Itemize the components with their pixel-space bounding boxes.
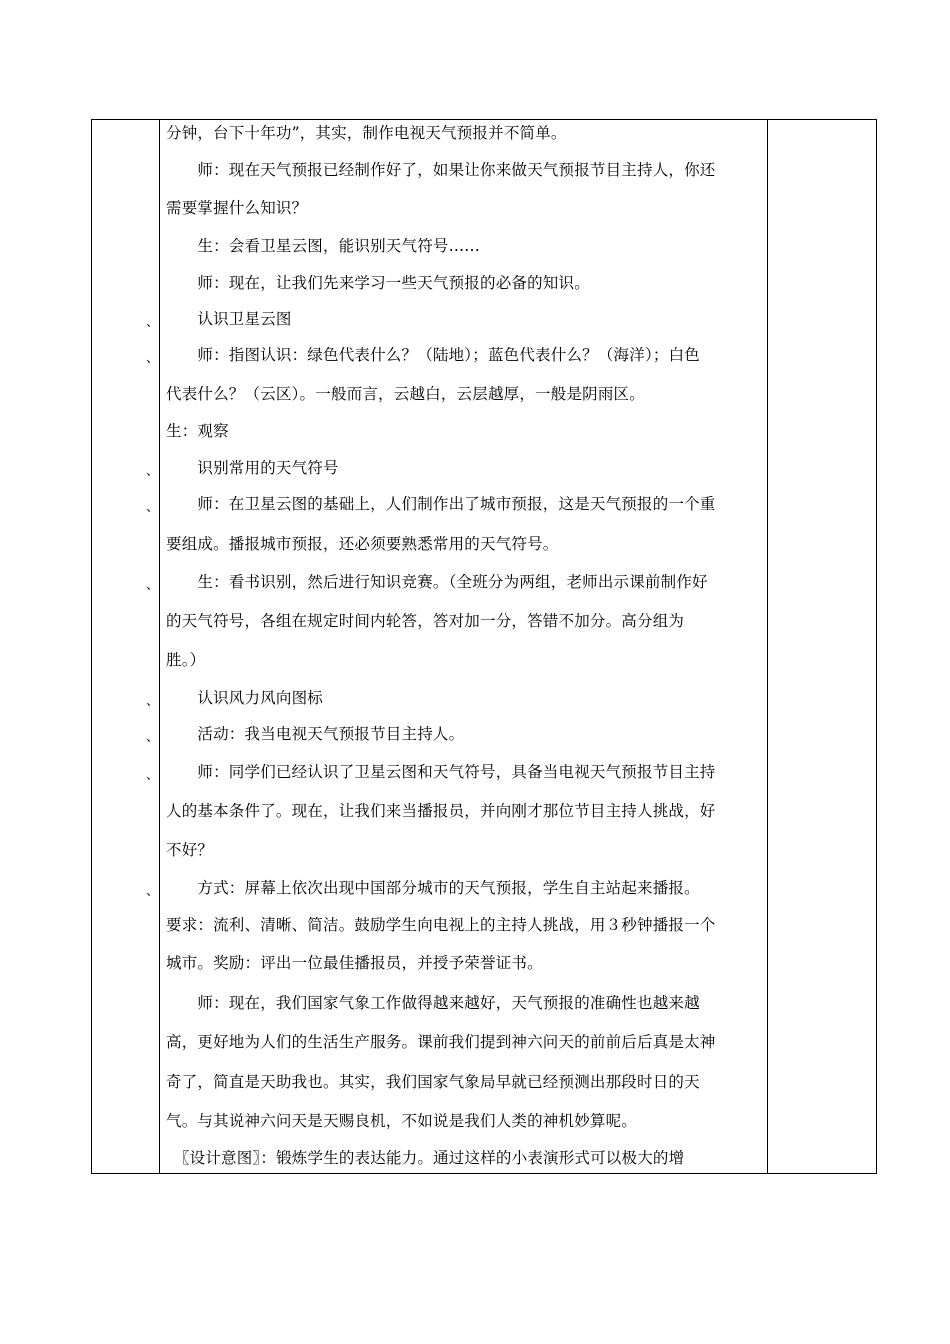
text-line: 方式：屏幕上依次出现中国部分城市的天气预报，学生自主站起来播报。 bbox=[166, 879, 700, 897]
text-line: 师：同学们已经认识了卫星云图和天气符号，具备当电视天气预报节目主持 bbox=[166, 763, 716, 781]
text-line: 师：现在天气预报已经制作好了，如果让你来做天气预报节目主持人，你还 bbox=[166, 161, 716, 179]
list-marker: 、 bbox=[146, 884, 160, 899]
text-line: 代表什么？（云区）。一般而言，云越白，云层越厚，一般是阴雨区。 bbox=[166, 385, 645, 403]
list-marker: 、 bbox=[146, 730, 160, 745]
text-line: 师：现在，我们国家气象工作做得越来越好，天气预报的准确性也越来越 bbox=[166, 994, 700, 1012]
text-line: 的天气符号，各组在规定时间内轮答，答对加一分，答错不加分。高分组为 bbox=[166, 612, 685, 630]
list-marker: 、 bbox=[146, 315, 160, 330]
text-line: 活动：我当电视天气预报节目主持人。 bbox=[166, 725, 465, 743]
list-marker: 、 bbox=[146, 464, 160, 479]
list-marker: 、 bbox=[146, 768, 160, 783]
text-line: 生：看书识别，然后进行知识竞赛。（全班分为两组，老师出示课前制作好 bbox=[166, 573, 708, 591]
text-line: 认识风力风向图标 bbox=[166, 689, 324, 707]
column-divider-right bbox=[767, 120, 768, 1173]
text-line: 识别常用的天气符号 bbox=[166, 459, 339, 477]
list-marker: 、 bbox=[146, 351, 160, 366]
text-line: 认识卫星云图 bbox=[166, 310, 292, 328]
column-divider-left bbox=[159, 120, 160, 1173]
text-line: 不好？ bbox=[166, 841, 214, 859]
text-line: 生：会看卫星云图，能识别天气符号…… bbox=[166, 237, 481, 255]
text-line: 生：观察 bbox=[166, 422, 229, 440]
text-line: 师：在卫星云图的基础上，人们制作出了城市预报，这是天气预报的一个重 bbox=[166, 495, 716, 513]
text-line: 要组成。播报城市预报，还必须要熟悉常用的天气符号。 bbox=[166, 535, 559, 553]
text-line: 〖设计意图〗：锻炼学生的表达能力。通过这样的小表演形式可以极大的增 bbox=[166, 1149, 685, 1167]
text-line: 人的基本条件了。现在，让我们来当播报员，并向刚才那位节目主持人挑战，好 bbox=[166, 802, 716, 820]
text-line: 高，更好地为人们的生活生产服务。课前我们提到神六问天的前前后后真是太神 bbox=[166, 1033, 716, 1051]
text-line: 奇了，简直是天助我也。其实，我们国家气象局早就已经预测出那段时日的天 bbox=[166, 1073, 700, 1091]
text-line: 师：指图认识：绿色代表什么？（陆地）；蓝色代表什么？（海洋）；白色 bbox=[166, 346, 701, 364]
text-line: 胜。） bbox=[166, 651, 206, 669]
text-line: 师：现在，让我们先来学习一些天气预报的必备的知识。 bbox=[166, 274, 590, 292]
text-line: 需要掌握什么知识？ bbox=[166, 199, 308, 217]
list-marker: 、 bbox=[146, 578, 160, 593]
text-line: 气。与其说神六问天是天赐良机，不如说是我们人类的神机妙算呢。 bbox=[166, 1112, 638, 1130]
list-marker: 、 bbox=[146, 694, 160, 709]
text-line: 要求：流利、清晰、简洁。鼓励学生向电视上的主持人挑战，用３秒钟播报一个 bbox=[166, 916, 716, 934]
text-line: 城市。奖励：评出一位最佳播报员，并授予荣誉证书。 bbox=[166, 954, 543, 972]
text-line: 分钟，台下十年功”，其实，制作电视天气预报并不简单。 bbox=[166, 124, 567, 142]
list-marker: 、 bbox=[146, 500, 160, 515]
